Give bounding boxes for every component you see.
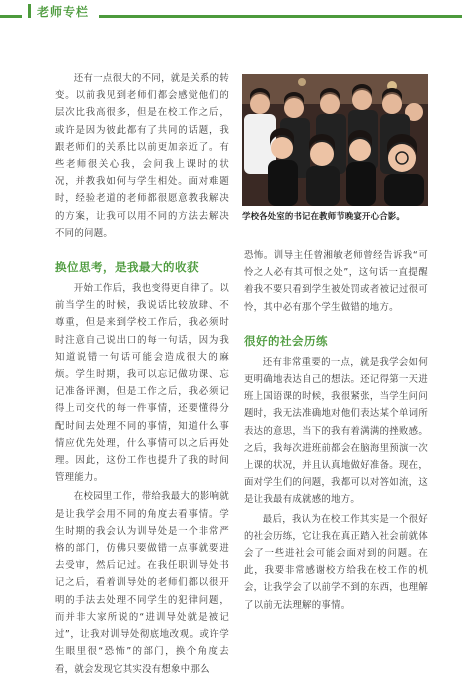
left-column: [55, 70, 229, 680]
photo-caption: 学校各处室的书记在教师节晚宴开心合影。: [242, 211, 405, 221]
section2-paragraph-1: 还有非常重要的一点，就是我学会如何更明确地表达自己的想法。还记得第一天进班上国语课的时候，我很紧张，当学生问问题时，我无法准确地对他们表达某个单词所表达的意思，当下的我有着满满的挫败感。之后，我每次进班前都会在脑海里预演一次上课的状况，并且认真地做好准备。现在，面对学生们的问题，我都可以对答如流，这是让我最有成就感的地方。: [244, 356, 428, 506]
section-header: [22, 0, 99, 22]
section1-paragraph-1: 开始工作后，我也变得更自律了。以前当学生的时候，我说话比较放肆、不尊重，但是来到学校工作后，我必须时时注意自己说出口的每一句话，因为我知道说错一句话可能会造成很大的麻烦。学生时期，我可以忘记做功课、忘记准备评测，但是工作之后，我必须记得上司交代的每一件事情，还要懂得分配时间去处理不同的事情，知道什么事情应优先处理，什么事情可以之后再处理。因此，这份工作也提升了我的时间管理能力。: [55, 283, 229, 484]
section-title: 老师专栏: [37, 4, 90, 19]
section2-heading: 很好的社会历练: [244, 333, 328, 348]
header-marker: [28, 4, 31, 18]
group-photo-illustration: [242, 74, 428, 206]
section1-paragraph-2: 在校园里工作，带给我最大的影响就是让我学会用不同的角度去看事情。学生时期的我会认为训导处是一个非常严格的部门，仿佛只要做错一点事就要进去受审，然后记过。在我任职训导处书记之后，看着训导处的老师们都以很开明的手法去处理不同学生的犯律问题，而并非大家所说的“进训导处就是被记过”，让我对训导处彻底地改观。或许学生眼里很“恐怖”的部门，换个角度去看，就会发现它其实没有想象中那么: [55, 491, 229, 675]
continuation-paragraph: 恐怖。训导主任曾湘敏老师曾经告诉我“可怜之人必有其可恨之处”，这句话一直提醒着我不要只看到学生被处罚或者被记过很可怜，其中必有那个学生做错的地方。: [244, 250, 428, 313]
header-rule: [0, 0, 462, 22]
section2-paragraph-2: 最后，我认为在校工作其实是一个很好的社会历练，它让我在真正踏入社会前就体会了一些进社会可能会面对到的问题。在此，我要非常感谢校方给我在校工作的机会，让我学会了以前学不到的东西，也理解了以前无法理解的事情。: [244, 513, 428, 611]
intro-paragraph: 还有一点很大的不同，就是关系的转变。以前我见到老师们都会感觉他们的层次比我高很多，但是在校工作之后，或许是因为彼此都有了共同的话题，我跟老师们的关系比以前更加亲近了。有些老师很关心我，会问我上课时的状况，并教我如何与学生相处。面对难题时，经验老道的老师都很愿意教我解决的方案，让我可以用不同的方法去解决不同的问题。: [55, 73, 229, 239]
right-column: [244, 247, 428, 616]
group-photo: [242, 74, 428, 206]
section1-heading: 换位思考，是我最大的收获: [55, 260, 199, 275]
